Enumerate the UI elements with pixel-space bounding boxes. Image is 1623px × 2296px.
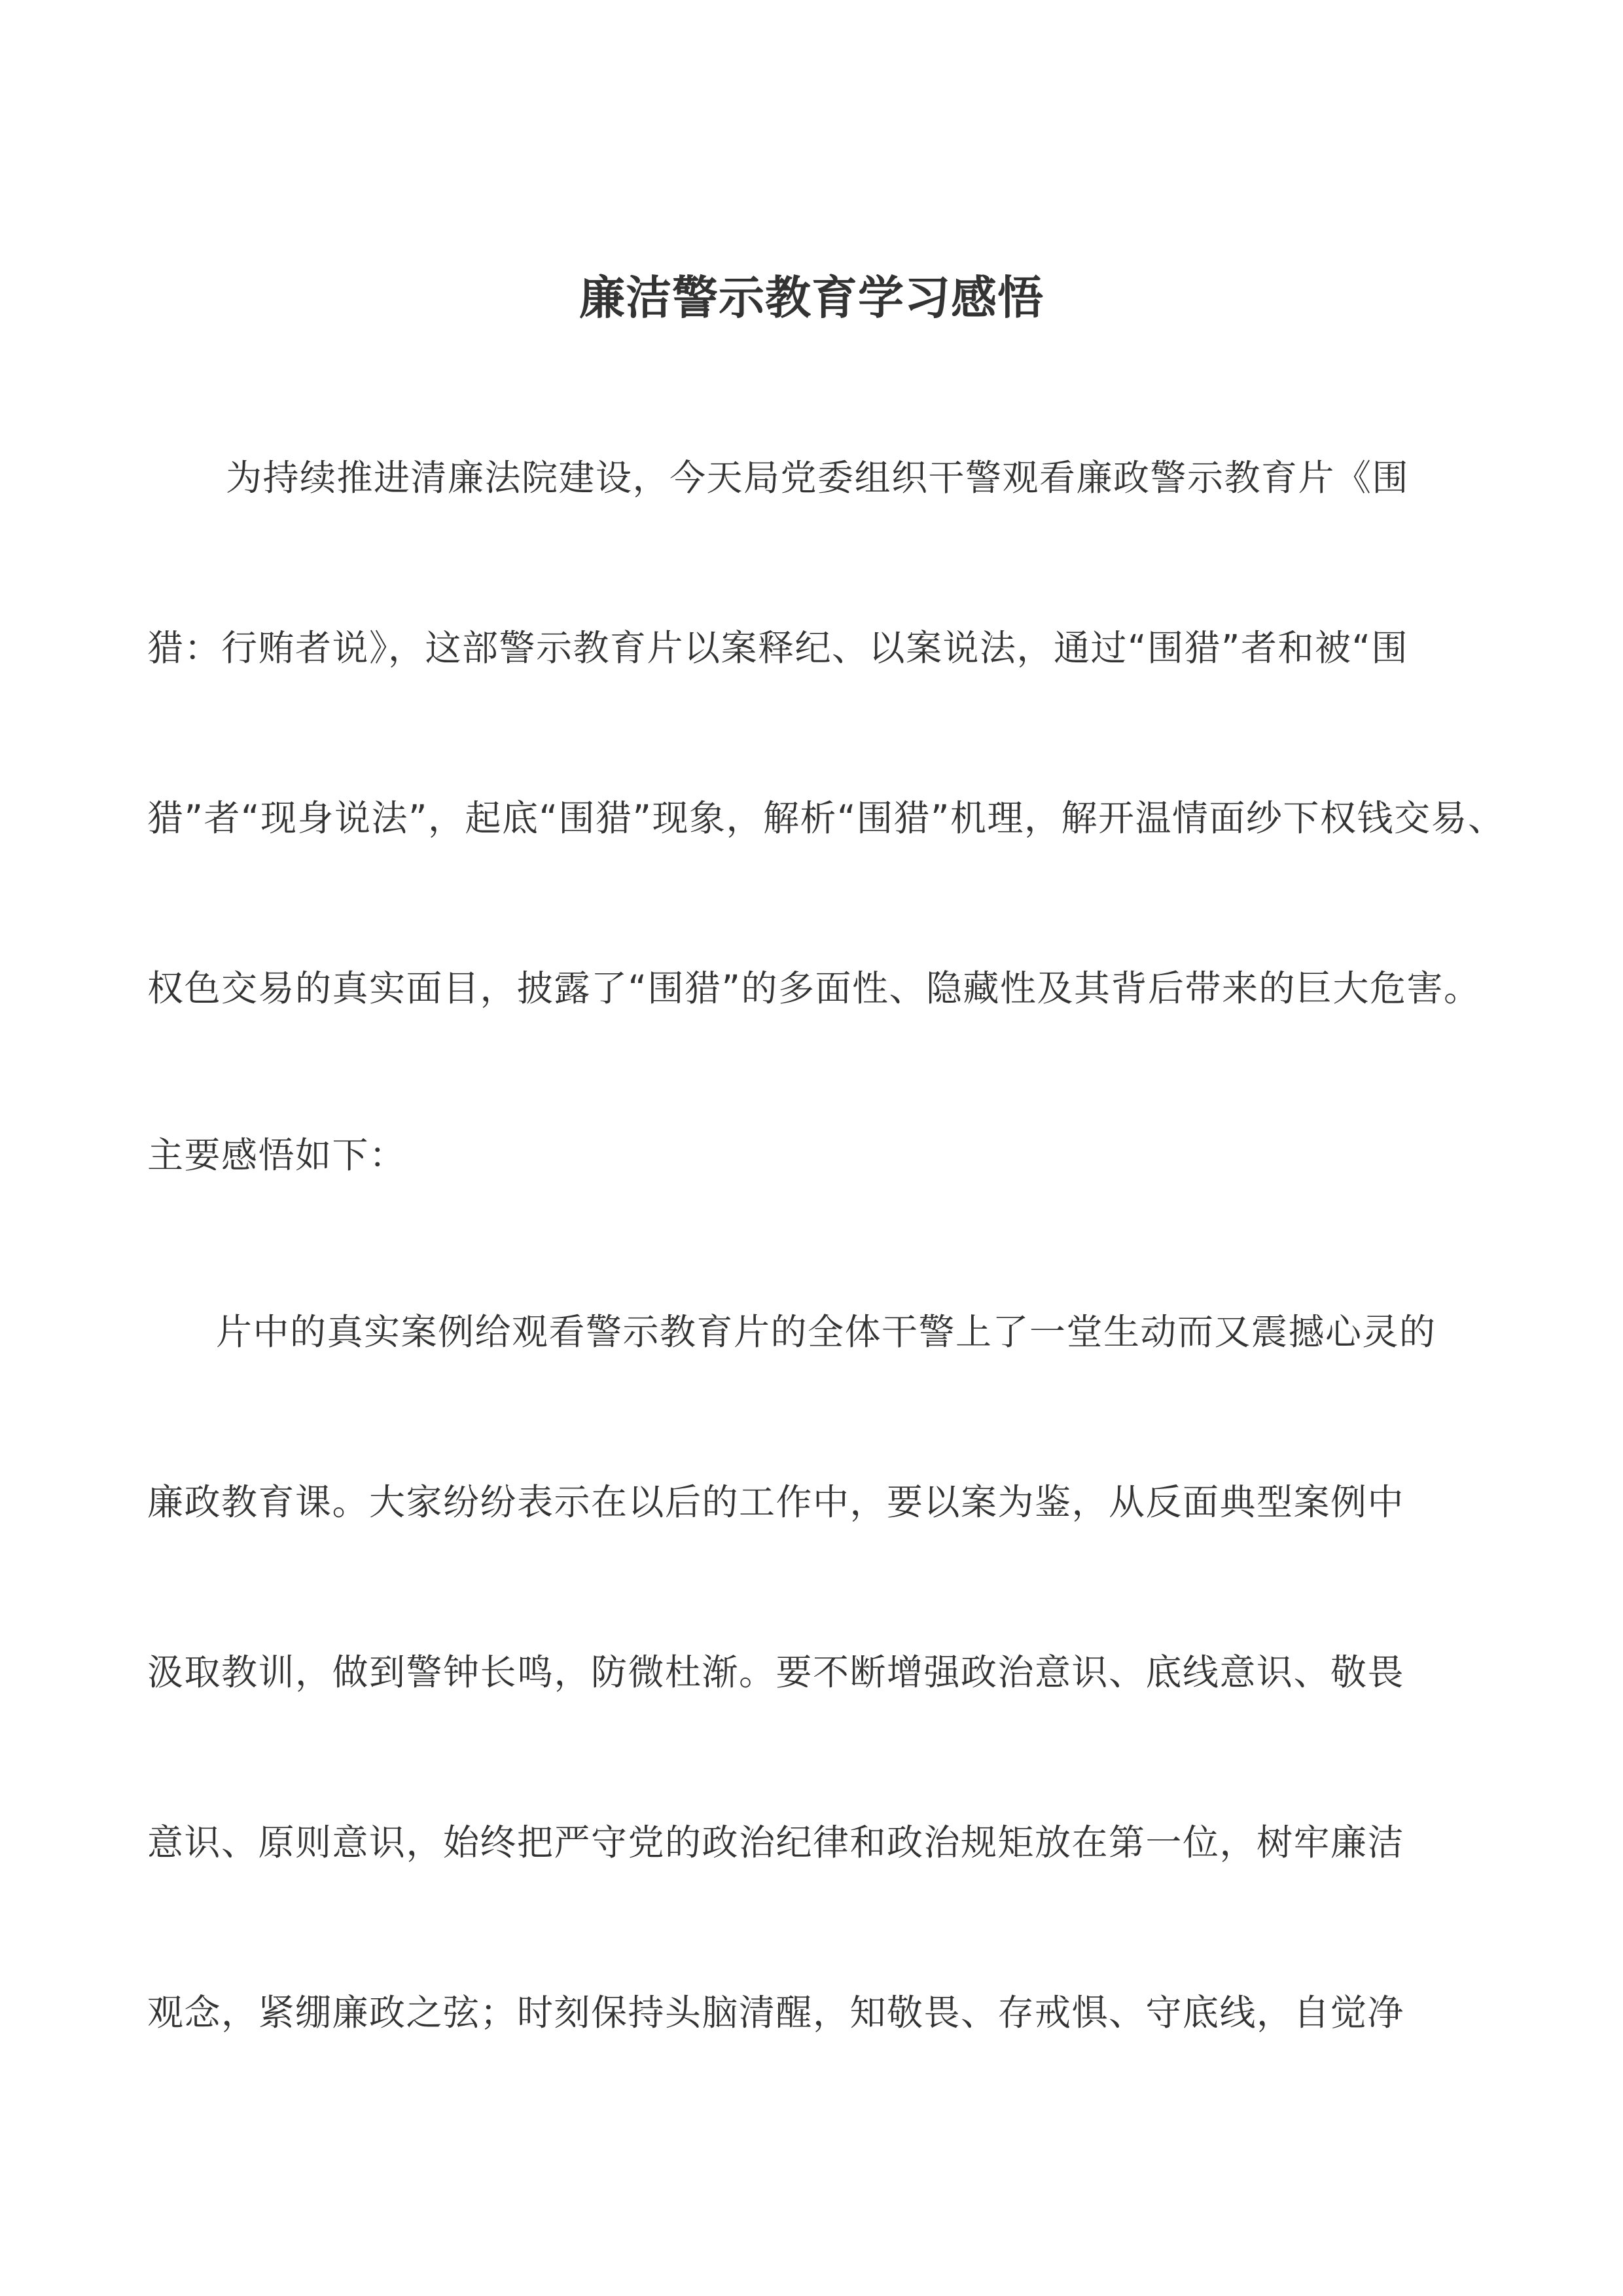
paragraph-line: 主要感悟如下：: [147, 1134, 406, 1176]
paragraph-line: 汲取教训，做到警钟长鸣，防微杜渐。要不断增强政治意识、底线意识、敬畏: [147, 1651, 1405, 1693]
document-title: 廉洁警示教育学习感悟: [579, 271, 1044, 325]
paragraph-line: 猎：行贿者说》，这部警示教育片以案释纪、以案说法，通过“围猎”者和被“围: [147, 627, 1408, 669]
paragraph-line: 为持续推进清廉法院建设，今天局党委组织干警观看廉政警示教育片《围: [226, 457, 1410, 499]
paragraph-line: 权色交易的真实面目，披露了“围猎”的多面性、隐藏性及其背后带来的巨大危害。: [147, 967, 1481, 1009]
paragraph-line: 猎”者“现身说法”，起底“围猎”现象，解析“围猎”机理，解开温情面纱下权钱交易、: [147, 797, 1505, 839]
paragraph-line: 意识、原则意识，始终把严守党的政治纪律和政治规矩放在第一位，树牢廉洁: [147, 1821, 1405, 1863]
paragraph-line: 廉政教育课。大家纷纷表示在以后的工作中，要以案为鉴，从反面典型案例中: [147, 1481, 1405, 1523]
paragraph-line: 观念，紧绷廉政之弦；时刻保持头脑清醒，知敬畏、存戒惧、守底线，自觉净: [147, 1992, 1405, 2034]
paragraph-line: 片中的真实案例给观看警示教育片的全体干警上了一堂生动而又震撼心灵的: [216, 1311, 1436, 1353]
